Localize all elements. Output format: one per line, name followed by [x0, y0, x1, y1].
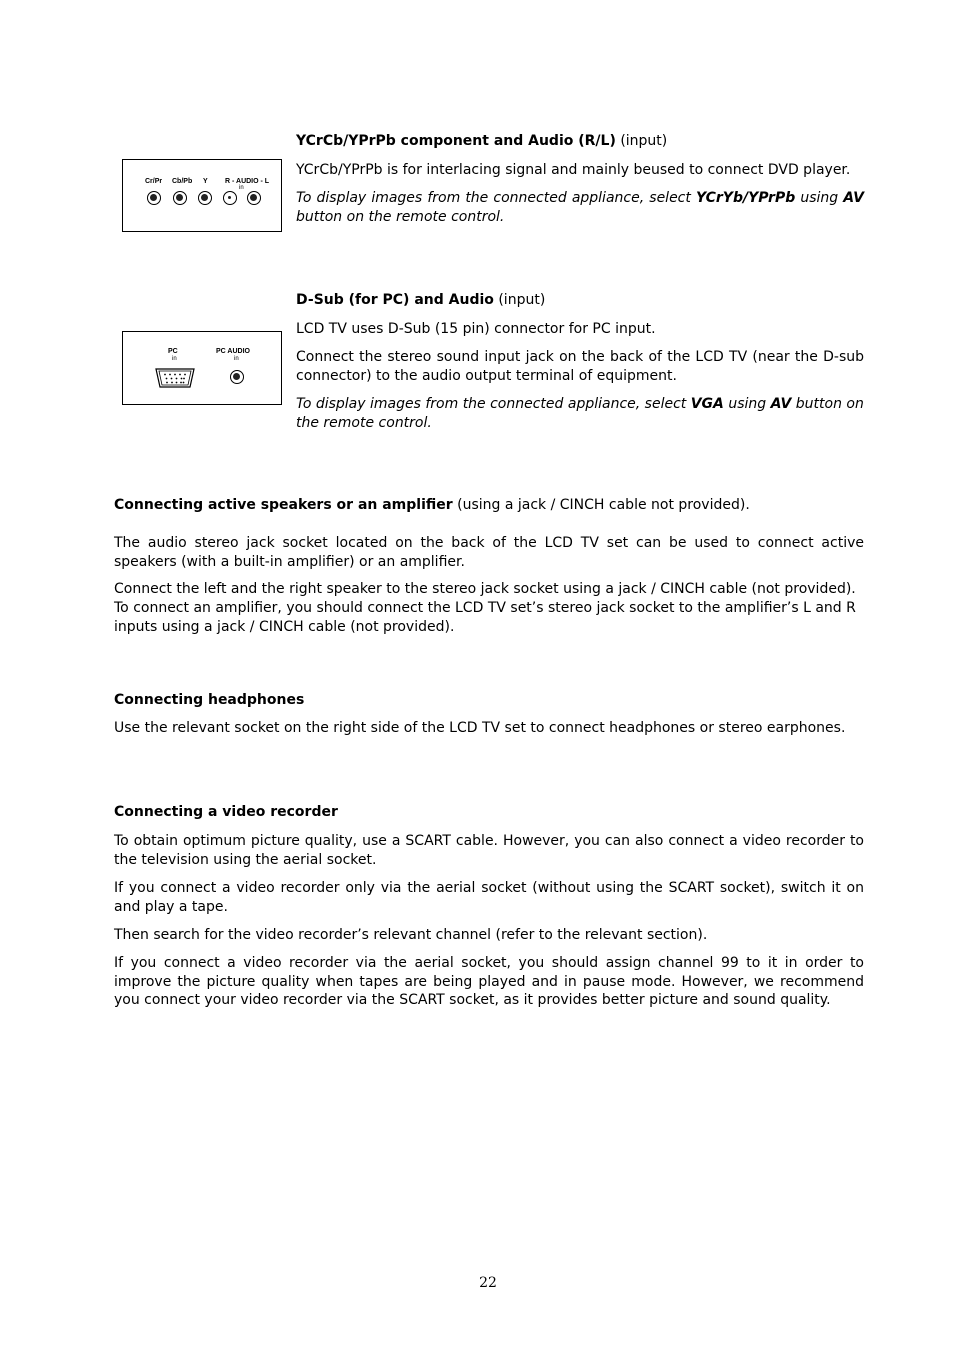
heading-suffix: (using a jack / CINCH cable not provided). [452, 497, 750, 513]
pc-audio-in-label: in [234, 356, 239, 362]
video-recorder-paragraph-3: Then search for the video recorder’s relevant channel (refer to the relevant section). [114, 927, 708, 943]
dsub-instruction [296, 395, 864, 432]
video-recorder-paragraph-2: If you connect a video recorder only via the aerial socket (without using the SCART socket), switch it on and play a tape. [114, 880, 864, 915]
video-recorder-paragraph-4: If you connect a video recorder via the aerial socket, you should assign channel 99 to it in order to improve the picture quality when tapes are being played and in pause mode. However, we recommend you connect your video recorder via the SCART socket, as it provides better picture and sound quality. [114, 955, 864, 1008]
vga-port-icon [155, 368, 195, 388]
video-recorder-paragraph-1: To obtain optimum picture quality, use a SCART cable. However, you can also connect a video recorder to the television using the aerial socket. [114, 833, 864, 868]
pc-audio-jack-icon [230, 370, 244, 384]
speakers-heading [114, 496, 864, 515]
instruction-text-3: button on the remote control. [296, 208, 505, 225]
audio-r-jack-icon [223, 191, 237, 205]
instruction-text-2: using [795, 190, 844, 206]
dsub-audio-text: Connect the stereo sound input jack on the back of the LCD TV (near the D-sub connector) to the audio output terminal of equipment. [296, 349, 864, 384]
speakers-paragraph-3: To connect an amplifier, you should connect the LCD TV set’s stereo jack socket to the amplifier’s L and R inputs using a jack / CINCH cable (not provided). [114, 600, 856, 635]
pc-in-label: in [172, 356, 177, 362]
instruction-text-2: using [723, 396, 771, 412]
instruction-source: VGA [690, 396, 724, 412]
video-recorder-heading: Connecting a video recorder [114, 804, 338, 820]
crpr-jack-icon [147, 191, 161, 205]
heading-suffix: (input) [615, 133, 668, 149]
instruction-button: AV [770, 396, 792, 412]
dsub-input-heading [296, 291, 866, 310]
heading-bold: YCrCb/YPrPb component and Audio (R/L) [296, 133, 616, 149]
y-label: Y [203, 178, 208, 185]
component-instruction [296, 189, 864, 226]
speakers-paragraph-1: The audio stereo jack socket located on the back of the LCD TV set can be used to connect active speakers (with a built-in amplifier) or an amplifier. [114, 535, 864, 570]
instruction-text: To display images from the connected appliance, select [296, 396, 691, 412]
heading-bold: D-Sub (for PC) and Audio [296, 292, 494, 308]
audio-l-jack-icon [247, 191, 261, 205]
heading-suffix: (input) [493, 292, 546, 308]
audio-rl-label: R - AUDIO - L [225, 178, 270, 185]
component-description: YCrCb/YPrPb is for interlacing signal and mainly beused to connect DVD player. [296, 162, 851, 178]
instruction-text-3: button on the remote control. [296, 396, 864, 431]
page-number: 22 [479, 1275, 497, 1291]
cbpb-jack-icon [173, 191, 187, 205]
pc-label: PC [168, 348, 178, 355]
heading-bold: Connecting active speakers or an amplifier [114, 497, 453, 513]
pc-audio-label: PC AUDIO [216, 348, 250, 355]
instruction-text: To display images from the connected appliance, select [296, 190, 696, 206]
instruction-button: AV [843, 190, 865, 206]
dsub-connector-text: LCD TV uses D-Sub (15 pin) connector for PC input. [296, 321, 656, 337]
component-input-heading [296, 132, 866, 151]
crpr-label: Cr/Pr [145, 178, 163, 185]
headphones-heading: Connecting headphones [114, 692, 305, 708]
cbpb-label: Cb/Pb [172, 178, 193, 185]
speakers-paragraph-2: Connect the left and the right speaker to the stereo jack socket using a jack / CINCH cable (not provided). [114, 581, 856, 597]
audio-in-label: in [239, 185, 244, 191]
component-connector-panel [122, 159, 282, 232]
headphones-paragraph: Use the relevant socket on the right side of the LCD TV set to connect headphones or stereo earphones. [114, 720, 846, 736]
pc-connector-panel [122, 331, 282, 405]
instruction-source: YCrYb/YPrPb [695, 190, 796, 206]
y-jack-icon [198, 191, 212, 205]
